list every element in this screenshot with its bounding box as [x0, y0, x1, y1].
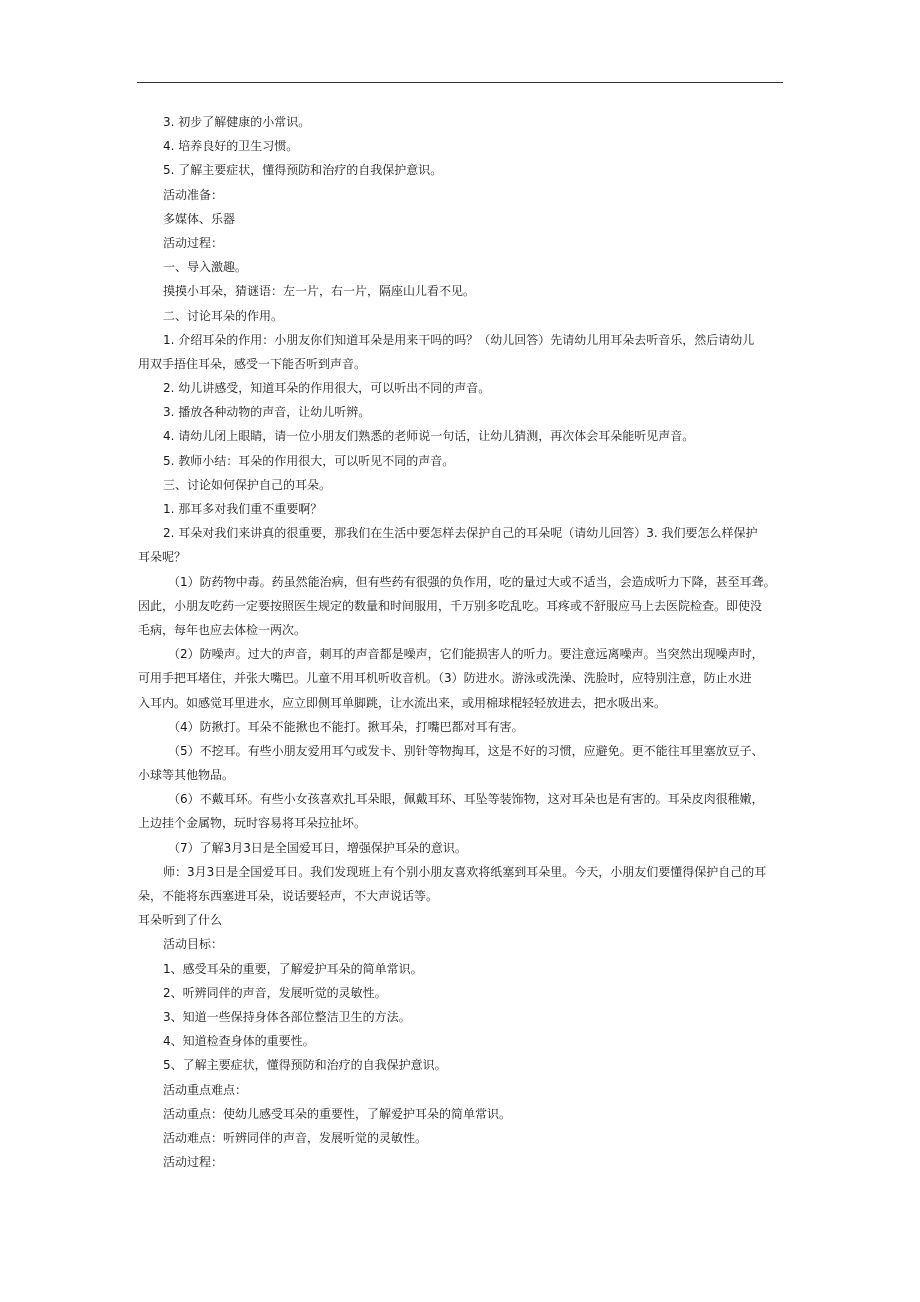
text-line: 3、知道一些保持身体各部位整洁卫生的方法。	[163, 1009, 411, 1024]
text-line: 毛病，每年也应去体检一两次。	[138, 622, 307, 637]
text-line: 活动重点：使幼儿感受耳朵的重要性，了解爱护耳朵的简单常识。	[163, 1106, 512, 1121]
text-line: 二、讨论耳朵的作用。	[163, 308, 284, 323]
text-line: 3. 初步了解健康的小常识。	[163, 115, 311, 129]
text-line: 1、感受耳朵的重要，了解爱护耳朵的简单常识。	[163, 961, 423, 976]
text-line: 5. 教师小结：耳朵的作用很大，可以听见不同的声音。	[163, 453, 455, 468]
text-line: （1）防药物中毒。药虽然能治病，但有些药有很强的负作用，吃的量过大或不适当，会造成听力下降，甚至耳聋。	[168, 574, 776, 589]
text-line: 一、导入激趣。	[163, 260, 248, 275]
text-line: 活动重点难点：	[163, 1082, 248, 1097]
text-line: （5）不挖耳。有些小朋友爱用耳勺或发卡、别针等物掏耳，这是不好的习惯，应避免。更不能往耳里塞放豆子、	[168, 743, 764, 758]
text-line: 5. 了解主要症状，懂得预防和治疗的自我保护意识。	[163, 163, 443, 178]
text-line: 活动准备：	[163, 187, 224, 202]
text-line: 2. 幼儿讲感受，知道耳朵的作用很大，可以听出不同的声音。	[163, 381, 491, 396]
text-line: 活动过程：	[163, 235, 224, 250]
text-line: 多媒体、乐器	[163, 211, 236, 226]
header-rule	[137, 82, 783, 83]
text-line: 师：3月3日是全国爱耳日。我们发现班上有个别小朋友喜欢将纸塞到耳朵里。今天，小朋友们要懂得保护自己的耳	[163, 864, 767, 879]
text-line: （2）防噪声。过大的声音，刺耳的声音都是噪声，它们能损害人的听力。要注意远离噪声。当突然出现噪声时，	[168, 647, 764, 662]
text-line: 1. 介绍耳朵的作用：小朋友你们知道耳朵是用来干吗的吗？（幼儿回答）先请幼儿用耳朵去听音乐，然后请幼儿	[163, 332, 755, 347]
text-line: 活动过程：	[163, 1155, 224, 1170]
text-line: 活动难点：听辨同伴的声音，发展听觉的灵敏性。	[163, 1130, 428, 1145]
text-line: 1. 那耳多对我们重不重要啊？	[163, 502, 323, 516]
text-line: 上边挂个金属物，玩时容易将耳朵拉扯坏。	[138, 816, 367, 831]
text-line: 三、讨论如何保护自己的耳朵。	[163, 477, 332, 492]
text-line: 2、听辨同伴的声音，发展听觉的灵敏性。	[163, 985, 387, 1000]
text-line: （7）了解3月3日是全国爱耳日，增强保护耳朵的意识。	[168, 840, 467, 855]
text-line: 朵，不能将东西塞进耳朵，说话要轻声，不大声说话等。	[138, 889, 439, 903]
text-line: 小球等其他物品。	[138, 768, 235, 783]
document-body	[138, 110, 788, 1174]
text-line: 入耳内。如感觉耳里进水，应立即侧耳单脚跳，让水流出来，或用棉球棍轻轻放进去，把水吸出来。	[138, 695, 667, 710]
text-line: 可用手把耳堵住，并张大嘴巴。儿童不用耳机听收音机。（3）防进水。游泳或洗澡、洗脸时，应特别注意，防止水进	[138, 671, 752, 686]
text-line: 耳朵听到了什么	[138, 913, 223, 928]
text-line: 2. 耳朵对我们来讲真的很重要，那我们在生活中要怎样去保护自己的耳朵呢（请幼儿回答）3. 我们要怎么样保护	[163, 526, 758, 541]
text-line: 5、了解主要症状，懂得预防和治疗的自我保护意识。	[163, 1058, 447, 1073]
text-line: 耳朵呢？	[138, 550, 187, 565]
text-line: 3. 播放各种动物的声音，让幼儿听辨。	[163, 405, 371, 420]
text-line: 用双手捂住耳朵，感受一下能否听到声音。	[138, 356, 367, 371]
text-line: 摸摸小耳朵，猜谜语：左一片，右一片，隔座山儿看不见。	[163, 284, 476, 299]
text-line: （6）不戴耳环。有些小女孩喜欢扎耳朵眼，佩戴耳环、耳坠等装饰物，这对耳朵也是有害的。耳朵皮肉很稚嫩，	[168, 792, 764, 807]
text-line: 因此，小朋友吃药一定要按照医生规定的数量和时间服用，千万别多吃乱吃。耳疼或不舒服应马上去医院检查。即使没	[138, 598, 763, 613]
text-line: 活动目标：	[163, 937, 224, 952]
text-line: 4. 培养良好的卫生习惯。	[163, 139, 299, 154]
text-line: 4. 请幼儿闭上眼睛，请一位小朋友们熟悉的老师说一句话，让幼儿猜测，再次体会耳朵能听见声音。	[163, 429, 695, 444]
text-line: （4）防揪打。耳朵不能揪也不能打。揪耳朵，打嘴巴都对耳有害。	[168, 719, 524, 734]
text-line: 4、知道检查身体的重要性。	[163, 1034, 315, 1049]
